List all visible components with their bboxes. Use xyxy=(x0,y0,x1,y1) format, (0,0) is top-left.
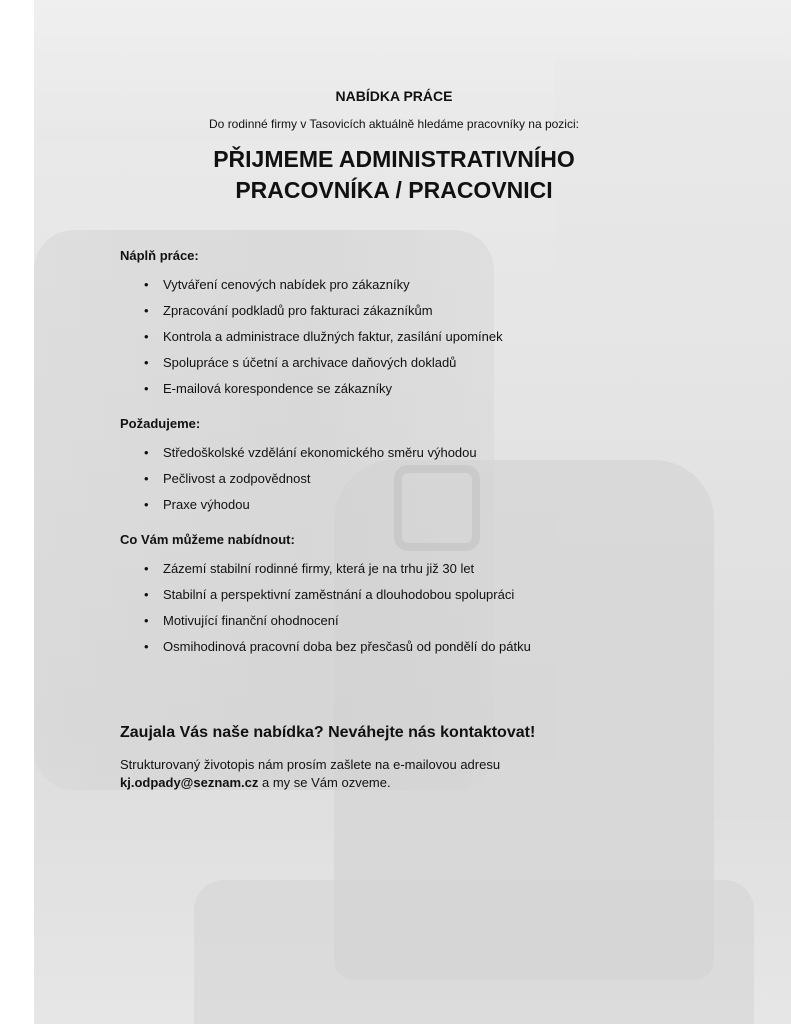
job-title xyxy=(34,144,754,206)
contact-text-after: a my se Vám ozveme. xyxy=(258,775,391,790)
list-item: • Osmihodinová pracovní doba bez přesčasů od pondělí do pátku xyxy=(144,638,744,664)
list-item: • Praxe výhodou xyxy=(144,496,744,522)
list-item: • Motivující finanční ohodnocení xyxy=(144,612,744,638)
benefits-list xyxy=(144,560,744,664)
list-item: • Vytváření cenových nabídek pro zákazníky xyxy=(144,276,744,302)
job-title-line-1: PŘIJMEME ADMINISTRATIVNÍHO xyxy=(213,146,575,172)
list-item: • Stabilní a perspektivní zaměstnání a dlouhodobou spolupráci xyxy=(144,586,744,612)
document-content xyxy=(34,0,791,1024)
section-title-duties: Náplň práce: xyxy=(120,248,199,263)
contact-call-to-action: Zaujala Vás naše nabídka? Neváhejte nás kontaktovat! xyxy=(120,724,536,741)
contact-text-before: Strukturovaný životopis nám prosím zašlete na e-mailovou adresu xyxy=(120,757,501,772)
duties-list xyxy=(144,276,744,406)
contact-text xyxy=(120,756,740,792)
section-title-benefits: Co Vám můžeme nabídnout: xyxy=(120,532,295,547)
list-item: • Spolupráce s účetní a archivace daňových dokladů xyxy=(144,354,744,380)
offer-heading: NABÍDKA PRÁCE xyxy=(335,88,453,104)
section-title-requirements: Požadujeme: xyxy=(120,416,201,431)
list-item: • Středoškolské vzdělání ekonomického směru výhodou xyxy=(144,444,744,470)
job-title-line-2: PRACOVNÍKA / PRACOVNICI xyxy=(235,177,553,203)
contact-email-link[interactable]: kj.odpady@seznam.cz xyxy=(120,775,259,790)
list-item: • Zázemí stabilní rodinné firmy, která je na trhu již 30 let xyxy=(144,560,744,586)
list-item: • Kontrola a administrace dlužných faktur, zasílání upomínek xyxy=(144,328,744,354)
intro-text: Do rodinné firmy v Tasovicích aktuálně hledáme pracovníky na pozici: xyxy=(209,117,579,131)
document-page xyxy=(34,0,791,1024)
list-item: • E-mailová korespondence se zákazníky xyxy=(144,380,744,406)
list-item: • Pečlivost a zodpovědnost xyxy=(144,470,744,496)
list-item: • Zpracování podkladů pro fakturaci zákazníkům xyxy=(144,302,744,328)
requirements-list xyxy=(144,444,744,522)
